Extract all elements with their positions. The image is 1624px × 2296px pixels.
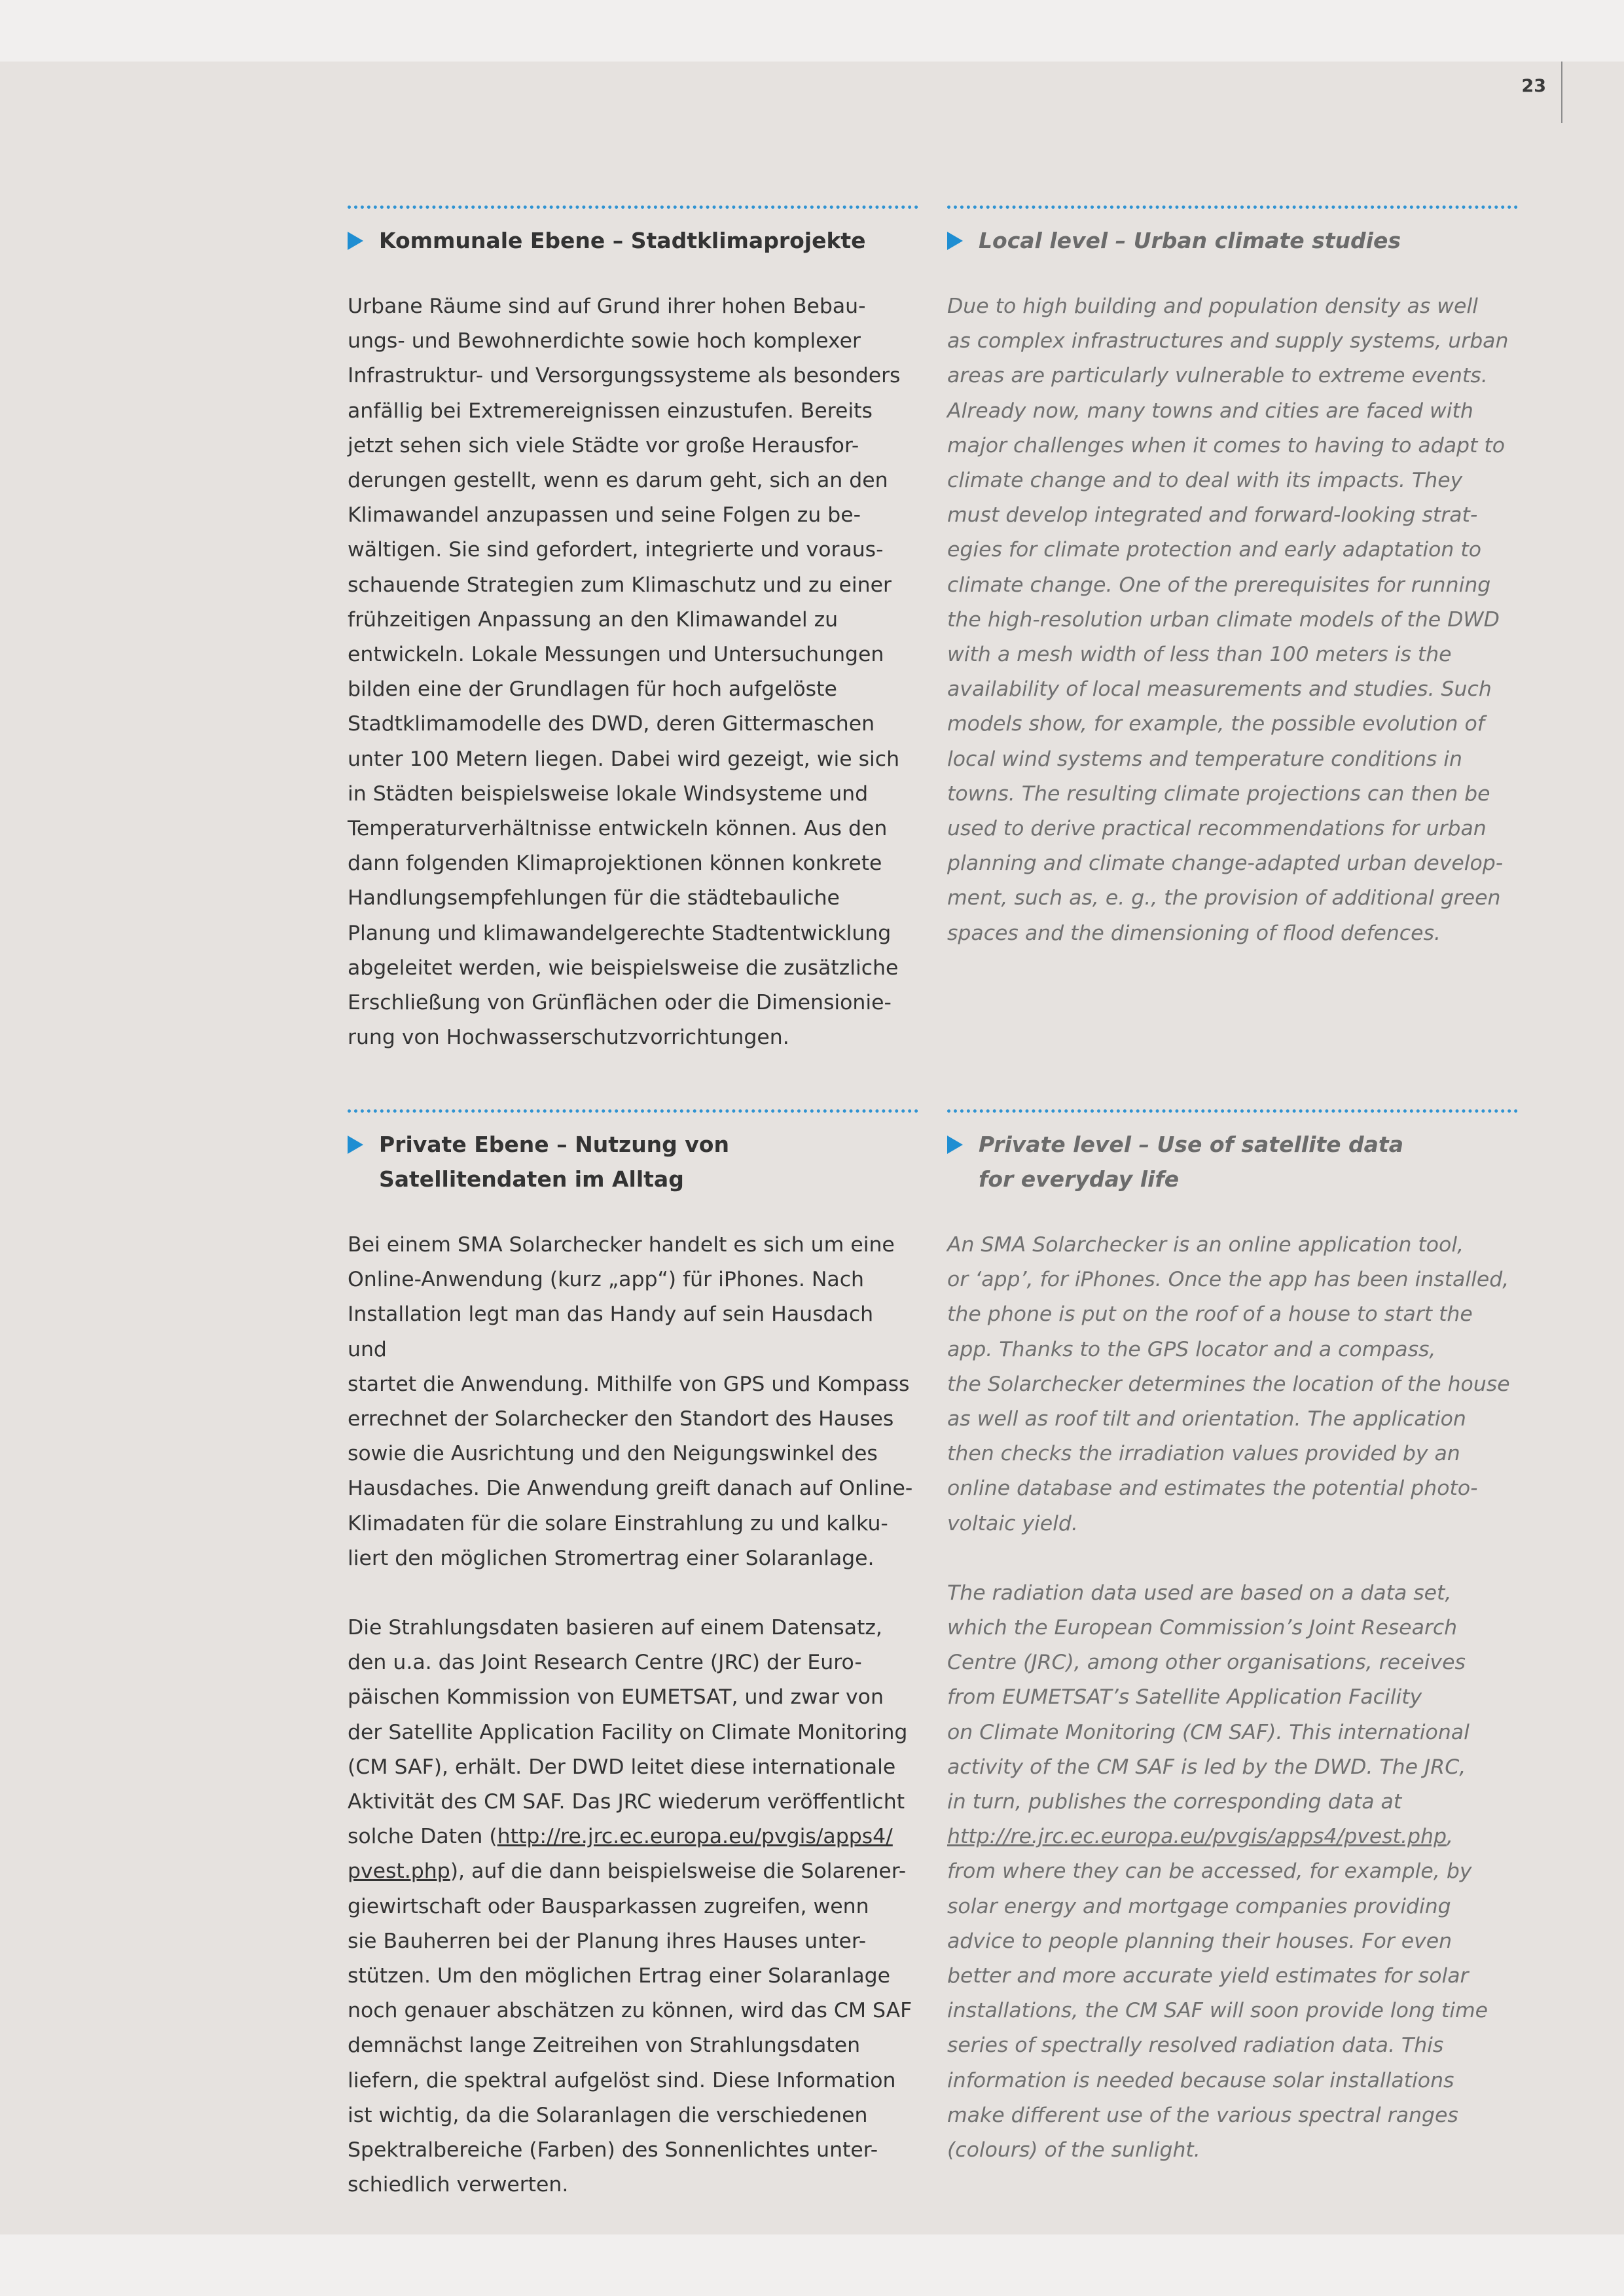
triangle-bullet-icon bbox=[947, 232, 963, 250]
dotted-divider bbox=[947, 1109, 1518, 1113]
body-paragraph: Due to high building and population density as well as complex infrastructures and supply systems, urban areas are particularly vulnerable to extreme events. Already now, many towns and cities are faced with major challenges when it comes to having to adapt to climate change and to deal with its impacts. They must develop integrated and forward-looking strat- egies for climate protection and early adaptation to climate change. One of the prerequisites for running the high-resolution urban climate models of the DWD with a mesh width of less than 100 meters is the availability of local measurements and studies. Such models show, for example, the possible evolution of local wind systems and temperature conditions in towns. The resulting climate projections can then be used to derive practical recommendations for urban planning and climate change-adapted urban develop- ment, such as, e. g., the provision of additional green spaces and the dimensioning of flood defences. bbox=[947, 295, 1509, 945]
dotted-divider bbox=[348, 1109, 918, 1113]
body-paragraph bbox=[947, 1576, 1518, 2168]
pvgis-link[interactable]: http://re.jrc.ec.europa.eu/pvgis/apps4/ bbox=[497, 1825, 893, 1849]
paragraph-text: , from where they can be accessed, for example, by solar energy and mortgage companies providing advice to people planning their houses. For even better and more accurate yield estimates for solar installations, the CM SAF will soon provide long time series of spectrally resolved radiation data. This information is needed because solar installations make different use of the various spectral ranges (colours) of the sunlight. bbox=[947, 1825, 1489, 2162]
page-number-rule bbox=[1561, 62, 1562, 123]
body-paragraph: Urbane Räume sind auf Grund ihrer hohen Bebau- ungs- und Bewohnerdichte sowie hoch komplexer Infrastruktur- und Versorgungssysteme als besonders anfällig bei Extremereignissen einzustufen. Bereits jetzt sehen sich viele Städte vor große Herausfor- derungen gestellt, wenn es darum geht, sich an den Klimawandel anzupassen und seine Folgen zu be- wältigen. Sie sind gefordert, integrierte und voraus- schauende Strategien zum Klimaschutz und zu einer frühzeitigen Anpassung an den Klimawandel zu entwickeln. Lokale Messungen und Untersuchungen bilden eine der Grundlagen für hoch aufgelöste Stadtklimamodelle des DWD, deren Gittermaschen unter 100 Metern liegen. Dabei wird gezeigt, wie sich in Städten beispielsweise lokale Windsysteme und Temperaturverhältnisse entwickeln können. Aus den dann folgenden Klimaprojektionen können konkrete Handlungsempfehlungen für die städtebauliche Planung und klimawandelgerechte Stadtentwicklung abgeleitet werden, wie beispielsweise die zusätzliche Erschließung von Grünflächen oder die Dimensionie- rung von Hochwasserschutzvorrichtungen. bbox=[348, 295, 901, 1050]
section-heading bbox=[947, 223, 1518, 258]
dotted-divider bbox=[348, 206, 918, 209]
heading-line-1: Private Ebene – Nutzung von bbox=[379, 1132, 729, 1157]
heading-line-2: Satellitendaten im Alltag bbox=[379, 1166, 684, 1192]
page-number: 23 bbox=[1521, 76, 1546, 96]
heading-line-1: Private level – Use of satellite data bbox=[979, 1132, 1403, 1157]
heading-text: Local level – Urban climate studies bbox=[979, 228, 1401, 253]
heading-line-2: for everyday life bbox=[979, 1166, 1180, 1192]
section-heading bbox=[947, 1127, 1518, 1196]
triangle-bullet-icon bbox=[348, 1136, 363, 1154]
pvgis-link[interactable]: http://re.jrc.ec.europa.eu/pvgis/apps4/pvest.php bbox=[947, 1825, 1447, 1849]
section-municipal-en bbox=[947, 206, 1518, 951]
paragraph-text: ), auf die dann beispielsweise die Solarener- giewirtschaft oder Bausparkassen zugreifen, wenn sie Bauherren bei der Planung ihres Hauses unter- stützen. Um den möglichen Ertrag einer Solaranlage noch genauer abschätzen zu können, wird das CM SAF demnächst lange Zeitreihen von Strahlungsdaten liefern, die spektral aufgelöst sind. Diese Information ist wichtig, da die Solaranlagen die verschiedenen Spektralbereiche (Farben) des Sonnenlichtes unter- schiedlich verwerten. bbox=[348, 1859, 912, 2197]
body-paragraph: An SMA Solarchecker is an online application tool, or ‘app’, for iPhones. Once the app has been installed, the phone is put on the roof of a house to start the app. Thanks to the GPS locator and a compass, the Solarchecker determines the location of the house as well as roof tilt and orientation. The application then checks the irradiation values provided by an online database and estimates the potential photo- voltaic yield. bbox=[947, 1233, 1510, 1535]
dotted-divider bbox=[947, 206, 1518, 209]
section-heading bbox=[348, 1127, 918, 1196]
triangle-bullet-icon bbox=[947, 1136, 963, 1154]
section-heading bbox=[348, 223, 918, 258]
triangle-bullet-icon bbox=[348, 232, 363, 250]
heading-text: Kommunale Ebene – Stadtklimaprojekte bbox=[379, 228, 866, 253]
pvgis-link-continued[interactable]: pvest.php bbox=[348, 1859, 450, 1884]
paragraph-text: The radiation data used are based on a data set, which the European Commission’s Joint Research Centre (JRC), among other organisations, receives from EUMETSAT’s Satellite Application Facility on Climate Monitoring (CM SAF). This international activity of the CM SAF is led by the DWD. The JRC, in turn, publishes the corresponding data at bbox=[947, 1581, 1470, 1814]
section-private-en bbox=[947, 1109, 1518, 2168]
section-private-de bbox=[348, 1109, 918, 2202]
body-paragraph: Bei einem SMA Solarchecker handelt es sich um eine Online-Anwendung (kurz „app“) für iPhones. Nach Installation legt man das Handy auf sein Hausdach und startet die Anwendung. Mithilfe von GPS und Kompass errechnet der Solarchecker den Standort des Hauses sowie die Ausrichtung und den Neigungswinkel des Hausdaches. Die Anwendung greift danach auf Online- Klimadaten für die solare Einstrahlung zu und kalku- liert den möglichen Stromertrag einer Solaranlage. bbox=[348, 1233, 913, 1570]
section-municipal-de bbox=[348, 206, 918, 1055]
paragraph-text: Die Strahlungsdaten basieren auf einem Datensatz, den u.a. das Joint Research Centre (JRC) der Euro- päischen Kommission von EUMETSAT, und zwar von der Satellite Application Facility on Climate Monitoring (CM SAF), erhält. Der DWD leitet diese internationale Aktivität des CM SAF. Das JRC wiederum veröffentlicht solche Daten ( bbox=[348, 1616, 908, 1849]
body-paragraph bbox=[348, 1611, 918, 2202]
